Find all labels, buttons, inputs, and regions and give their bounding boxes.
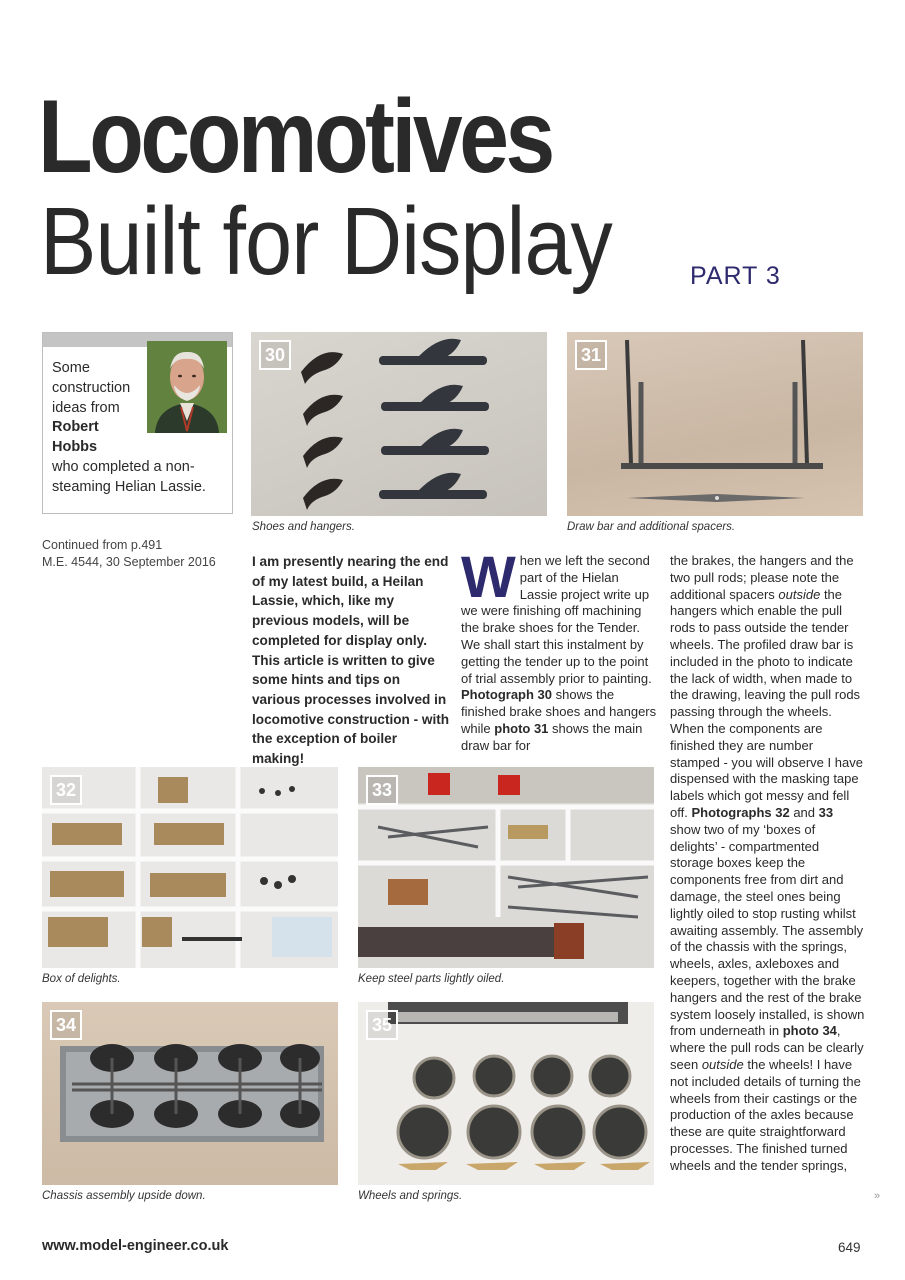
photo-31 [567, 332, 863, 516]
author-blurb-line: Some [52, 360, 90, 376]
photo-31-number: 31 [575, 340, 607, 370]
caption-photo-31: Draw bar and additional spacers. [567, 521, 736, 533]
caption-photo-30: Shoes and hangers. [252, 521, 355, 533]
photo-33-number: 33 [366, 775, 398, 805]
photo-ref: photo 31 [494, 720, 549, 736]
photo-32 [42, 767, 338, 968]
continued-note [42, 537, 242, 570]
body-text: shows the main draw bar for [461, 720, 643, 753]
intro-paragraph: I am presently nearing the end of my latest build, a Heilan Lassie, which, like my previous models, will be completed for display only. This article is written to give some hints and tips on various processes involved in locomotive construction - with the exception of boiler making! [252, 554, 450, 767]
photo-30 [251, 332, 547, 516]
author-blurb-line: steaming Helian Lassie. [52, 478, 206, 495]
author-name-last: Hobbs [52, 439, 98, 456]
emphasis: outside [778, 586, 821, 602]
photo-34 [42, 1002, 338, 1185]
caption-photo-35: Wheels and springs. [358, 1190, 463, 1202]
photo-ref: Photograph 30 [461, 687, 553, 703]
body-column-2 [461, 545, 657, 755]
photo-34-image [42, 1002, 338, 1185]
photo-30-image [251, 332, 547, 516]
author-box [42, 332, 233, 514]
caption-photo-32: Box of delights. [42, 973, 121, 985]
body-text: show two of my ‘boxes of delights’ - compartmented storage boxes keep the components free from dirt and damage, the steel ones being lightly oiled to stop rusting whilst awaiting assembly. The assembly of the chassis with the springs, wheels, axles, axleboxes and keepers, together with the brake hangers and the rest of the brake system loosely installed, is shown from underneath in [670, 821, 865, 1039]
body-text: the hangers which enable the pull rods to pass outside the tender wheels. The profiled draw bar is included in the photo to indicate the lack of width, when made to the drawing, leaving the pull rods passing through the wheels. When the components are finished they are number stamped - you will observe I have dispensed with the masking tape labels which got messy and fell off. [670, 586, 863, 820]
author-blurb [52, 359, 227, 498]
photo-30-number: 30 [259, 340, 291, 370]
body-column-3 [670, 553, 866, 1174]
author-blurb-line: construction [52, 379, 131, 396]
part-label: PART 3 [690, 262, 781, 290]
page-number: 649 [838, 1240, 861, 1255]
continue-arrow-icon: » [874, 1190, 881, 1202]
author-blurb-line: ideas from [52, 399, 120, 416]
photo-32-number: 32 [50, 775, 82, 805]
photo-33 [358, 767, 654, 968]
body-text: the brakes, the hangers and the two pull rods; please note the additional spacers [670, 553, 854, 602]
continued-from: Continued from p.491 [42, 538, 163, 552]
photo-35 [358, 1002, 654, 1185]
photo-35-number: 35 [366, 1010, 398, 1040]
photo-32-image [42, 767, 338, 968]
body-text: shows the finished brake shoes and hangers while [461, 687, 657, 736]
body-text: and [789, 804, 819, 820]
title-line-2: Built for Display [40, 188, 612, 295]
emphasis: outside [701, 1056, 744, 1072]
body-text: the wheels! I have not included details of turning the wheels from their castings or the production of the axles because these are quite straightforward processes. The finished turned wheels and the tender springs, [670, 1056, 861, 1173]
photo-35-image [358, 1002, 654, 1185]
body-text: , where the pull rods can be clearly seen [670, 1023, 864, 1072]
title-line-1: Locomotives [38, 79, 552, 195]
photo-34-number: 34 [50, 1010, 82, 1040]
photo-ref: photo 34 [782, 1023, 837, 1039]
continued-issue: M.E. 4544, 30 September 2016 [42, 554, 216, 569]
photo-31-image [567, 332, 863, 516]
footer-url[interactable]: www.model-engineer.co.uk [42, 1238, 229, 1254]
author-name-first: Robert [52, 419, 99, 436]
caption-photo-34: Chassis assembly upside down. [42, 1190, 206, 1202]
author-blurb-line: who completed a non- [52, 458, 195, 475]
drop-cap: W [461, 545, 516, 610]
photo-33-image [358, 767, 654, 968]
photo-ref: 33 [818, 804, 834, 820]
body-text: hen we left the second part of the Hielan Lassie project write up we were finishing off machining the brake shoes for the Tender. We shall start this instalment by getting the tender up to the point of trial assembly prior to painting. [461, 553, 652, 686]
photo-ref: Photographs 32 [691, 804, 790, 820]
caption-photo-33: Keep steel parts lightly oiled. [358, 973, 505, 985]
